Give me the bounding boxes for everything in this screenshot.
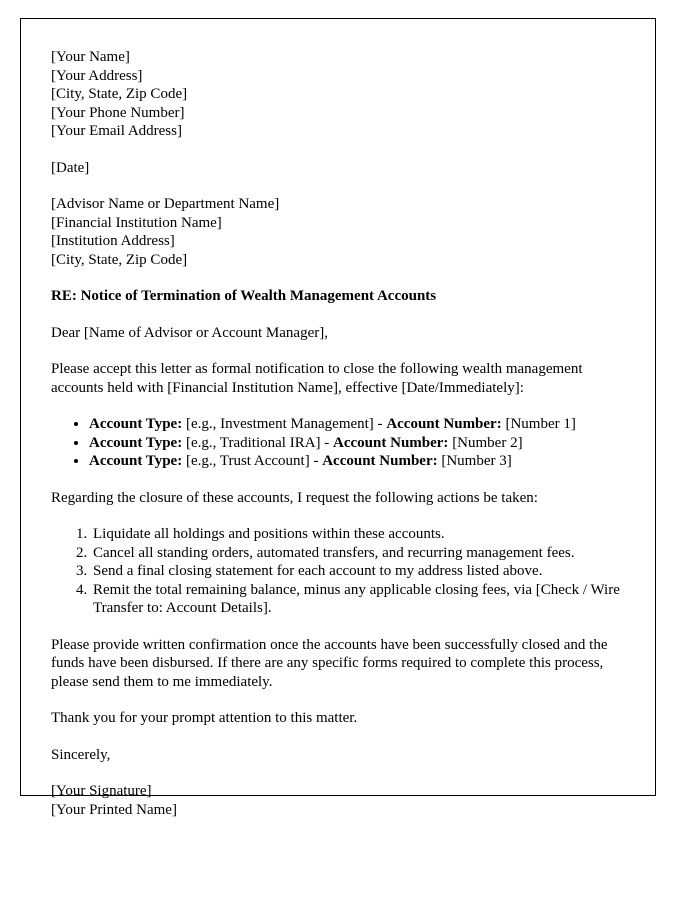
account-type-value: [e.g., Trust Account] -	[182, 453, 323, 469]
account-type-label: Account Type:	[89, 434, 183, 451]
date-block	[51, 159, 625, 178]
signature-line: [Your Signature]	[51, 783, 152, 799]
account-item	[89, 415, 625, 434]
date-line: [Date]	[51, 159, 90, 176]
sender-address: [Your Address]	[51, 67, 143, 84]
sender-email: [Your Email Address]	[51, 123, 182, 139]
account-number-label: Account Number:	[322, 453, 438, 469]
account-number-value: [Number 1]	[501, 416, 576, 432]
action-item: 4. Remit the total remaining balance, minus any applicable closing fees, via [Check / Wire Transfer to: Account Details].	[91, 581, 625, 618]
accounts-list	[51, 415, 625, 471]
letter-document	[20, 18, 656, 818]
sender-phone: [Your Phone Number]	[51, 104, 185, 121]
account-type-value: [e.g., Traditional IRA] -	[182, 434, 334, 451]
recipient-block	[51, 195, 625, 269]
printed-name-line: [Your Printed Name]	[51, 801, 177, 818]
account-number-label: Account Number:	[386, 416, 502, 432]
recipient-address: [Institution Address]	[51, 233, 175, 249]
action-item: 3. Send a final closing statement for each account to my address listed above.	[91, 562, 625, 581]
request-intro-paragraph: Regarding the closure of these accounts, I request the following actions be taken:	[51, 489, 538, 506]
account-number-value: [Number 3]	[437, 453, 512, 469]
account-item	[89, 452, 625, 471]
signature-block	[51, 782, 625, 819]
account-type-value: [e.g., Investment Management] -	[182, 416, 387, 432]
sender-name: [Your Name]	[51, 49, 130, 65]
recipient-advisor: [Advisor Name or Department Name]	[51, 196, 280, 212]
salutation: Dear [Name of Advisor or Account Manager],	[51, 324, 328, 341]
account-type-label: Account Type:	[89, 416, 183, 432]
closing-line: Sincerely,	[51, 746, 111, 763]
confirmation-paragraph: Please provide written confirmation once the accounts have been successfully closed and the funds have been disbursed. If there are any specific forms required to complete this process, please send them to me immediately.	[51, 636, 608, 690]
account-number-value: [Number 2]	[448, 434, 523, 451]
recipient-city: [City, State, Zip Code]	[51, 251, 188, 268]
account-item	[89, 434, 625, 453]
account-number-label: Account Number:	[333, 434, 449, 451]
action-item: 2. Cancel all standing orders, automated transfers, and recurring management fees.	[91, 544, 625, 563]
actions-list	[51, 525, 625, 618]
thanks-paragraph: Thank you for your prompt attention to this matter.	[51, 710, 358, 726]
sender-block	[51, 48, 625, 141]
subject-line: RE: Notice of Termination of Wealth Management Accounts	[51, 288, 437, 304]
account-type-label: Account Type:	[89, 453, 183, 469]
intro-paragraph: Please accept this letter as formal notification to close the following wealth management accounts held with [Financial Institution Name], effective [Date/Immediately]:	[51, 361, 583, 396]
recipient-institution: [Financial Institution Name]	[51, 214, 222, 231]
sender-city: [City, State, Zip Code]	[51, 86, 188, 102]
action-item: 1. Liquidate all holdings and positions within these accounts.	[91, 525, 625, 544]
